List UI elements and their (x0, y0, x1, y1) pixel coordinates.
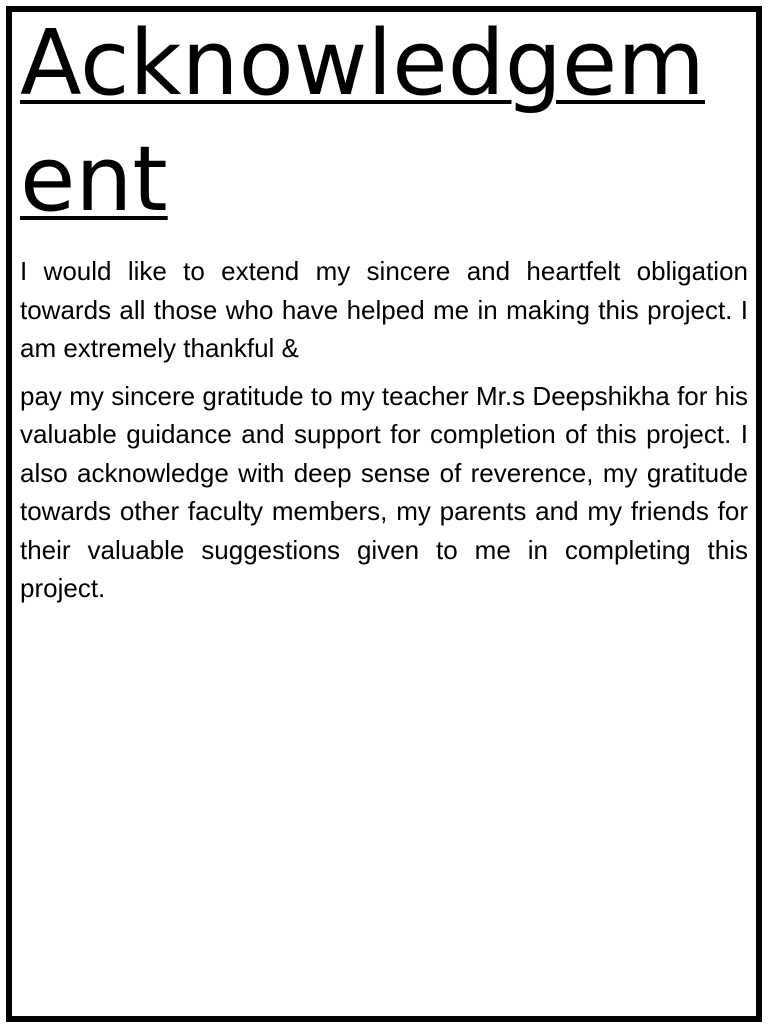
paragraph-1: I would like to extend my sincere and heartfelt obligation towards all those who have helped me in making this project. I am extremely thankful & (20, 256, 748, 363)
document-body (20, 6, 748, 608)
paragraph-2: pay my sincere gratitude to my teacher Mr.s Deepshikha for his valuable guidance and support for completion of this project. I also acknowledge with deep sense of reverence, my gratitude towards other faculty members, my parents and my friends for their valuable suggestions given to me in completing this project. (20, 380, 748, 603)
page-title: Acknowledgement (20, 11, 705, 232)
